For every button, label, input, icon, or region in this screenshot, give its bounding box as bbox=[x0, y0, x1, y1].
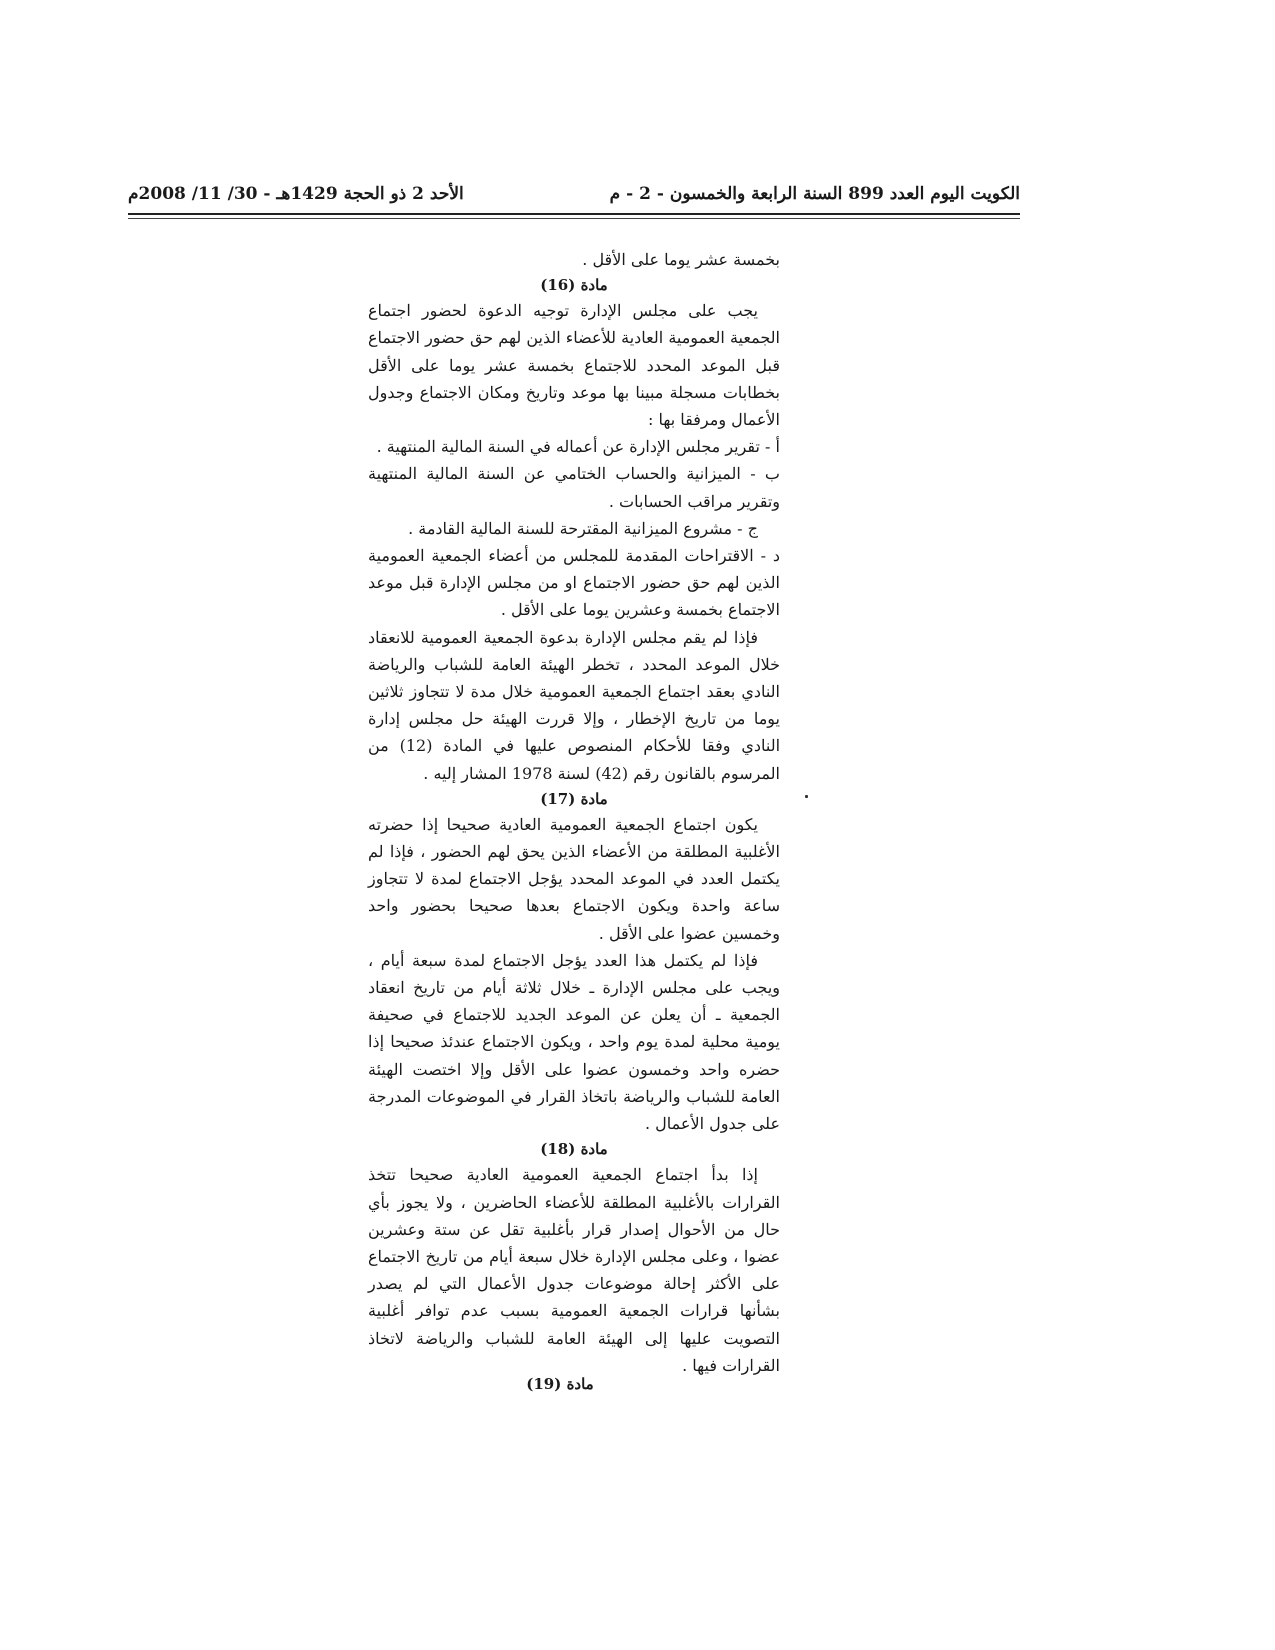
article-17-heading: مادة (17) bbox=[540, 789, 608, 808]
list-item-d: د - الاقتراحات المقدمة للمجلس من أعضاء الجمعية العمومية الذين لهم حق حضور الاجتماع او من مجلس الإدارة قبل موعد الاجتماع بخمسة وعشرين يوما على الأقل . bbox=[368, 546, 780, 620]
page-header bbox=[128, 178, 1020, 204]
article-18-heading: مادة (18) bbox=[540, 1140, 608, 1159]
scan-speck bbox=[805, 795, 808, 798]
paragraph: يكون اجتماع الجمعية العمومية العادية صحيحا إذا حضرته الأغلبية المطلقة من الأعضاء الذين يحق لهم الحضور ، فإذا لم يكتمل العدد في الموعد المحدد يؤجل الاجتماع لمدة لا تتجاوز ساعة واحدة ويكون الاجتماع بعدها صحيحا بحضور واحد وخمسين عضوا على الأقل . bbox=[368, 814, 780, 943]
article-19-heading: مادة (19) bbox=[526, 1375, 594, 1393]
document-body bbox=[368, 246, 780, 1379]
paragraph: فإذا لم يكتمل هذا العدد يؤجل الاجتماع لمدة سبعة أيام ، ويجب على مجلس الإدارة ـ خلال ثلاثة أيام من تاريخ انعقاد الجمعية ـ أن يعلن عن الموعد الجديد للاجتماع في صحيفة يومية محلية لمدة يوم واحد ، ويكون الاجتماع عندئذ صحيحا إذا حضره واحد وخمسون عضوا على الأقل وإلا اختصت الهيئة العامة للشباب والرياضة باتخاذ القرار في الموضوعات المدرجة على جدول الأعمال . bbox=[368, 950, 780, 1134]
article-16-heading: مادة (16) bbox=[540, 276, 608, 295]
list-item-b: ب - الميزانية والحساب الختامي عن السنة المالية المنتهية وتقرير مراقب الحسابات . bbox=[368, 464, 780, 511]
paragraph: إذا بدأ اجتماع الجمعية العمومية العادية صحيحا تتخذ القرارات بالأغلبية المطلقة للأعضاء الحاضرين ، ولا يجوز بأي حال من الأحوال إصدار قرار بأغلبية تقل عن ستة وعشرين عضوا ، وعلى مجلس الإدارة خلال سبعة أيام من تاريخ الاجتماع على الأكثر إحالة موضوعات جدول الأعمال التي لم يصدر بشأنها قرارات الجمعية العمومية بسبب عدم توافر أغلبية التصويت عليها إلى الهيئة العامة للشباب والرياضة لاتخاذ القرارات فيها . bbox=[368, 1165, 780, 1375]
paragraph: فإذا لم يقم مجلس الإدارة بدعوة الجمعية العمومية للانعقاد خلال الموعد المحدد ، تخطر الهيئة العامة للشباب والرياضة النادي بعقد اجتماع الجمعية العمومية خلال مدة لا تتجاوز ثلاثين يوما من تاريخ الإخطار ، وإلا قررت الهيئة حل مجلس إدارة النادي وفقا للأحكام المنصوص عليها في المادة (12) من المرسوم بالقانون رقم (42) لسنة 1978 المشار إليه . bbox=[368, 627, 781, 783]
paragraph: بخمسة عشر يوما على الأقل . bbox=[582, 250, 780, 269]
header-gazette-info: الكويت اليوم العدد 899 السنة الرابعة والخمسون - 2 - م bbox=[609, 184, 1020, 204]
list-item-a: أ - تقرير مجلس الإدارة عن أعماله في السنة المالية المنتهية . bbox=[376, 437, 780, 457]
paragraph: يجب على مجلس الإدارة توجيه الدعوة لحضور اجتماع الجمعية العمومية العادية للأعضاء الذين لهم حق حضور الاجتماع قبل الموعد المحدد للاجتماع بخمسة عشر يوما على الأقل بخطابات مسجلة مبينا بها موعد وتاريخ ومكان الاجتماع وجدول الأعمال ومرفقا بها : bbox=[368, 301, 780, 430]
header-date: الأحد 2 ذو الحجة 1429هـ - 30/ 11/ 2008م bbox=[128, 184, 464, 204]
header-rule-thin bbox=[128, 218, 1020, 219]
list-item-c: ج - مشروع الميزانية المقترحة للسنة المالية القادمة . bbox=[408, 518, 758, 538]
header-rule bbox=[128, 213, 1020, 215]
